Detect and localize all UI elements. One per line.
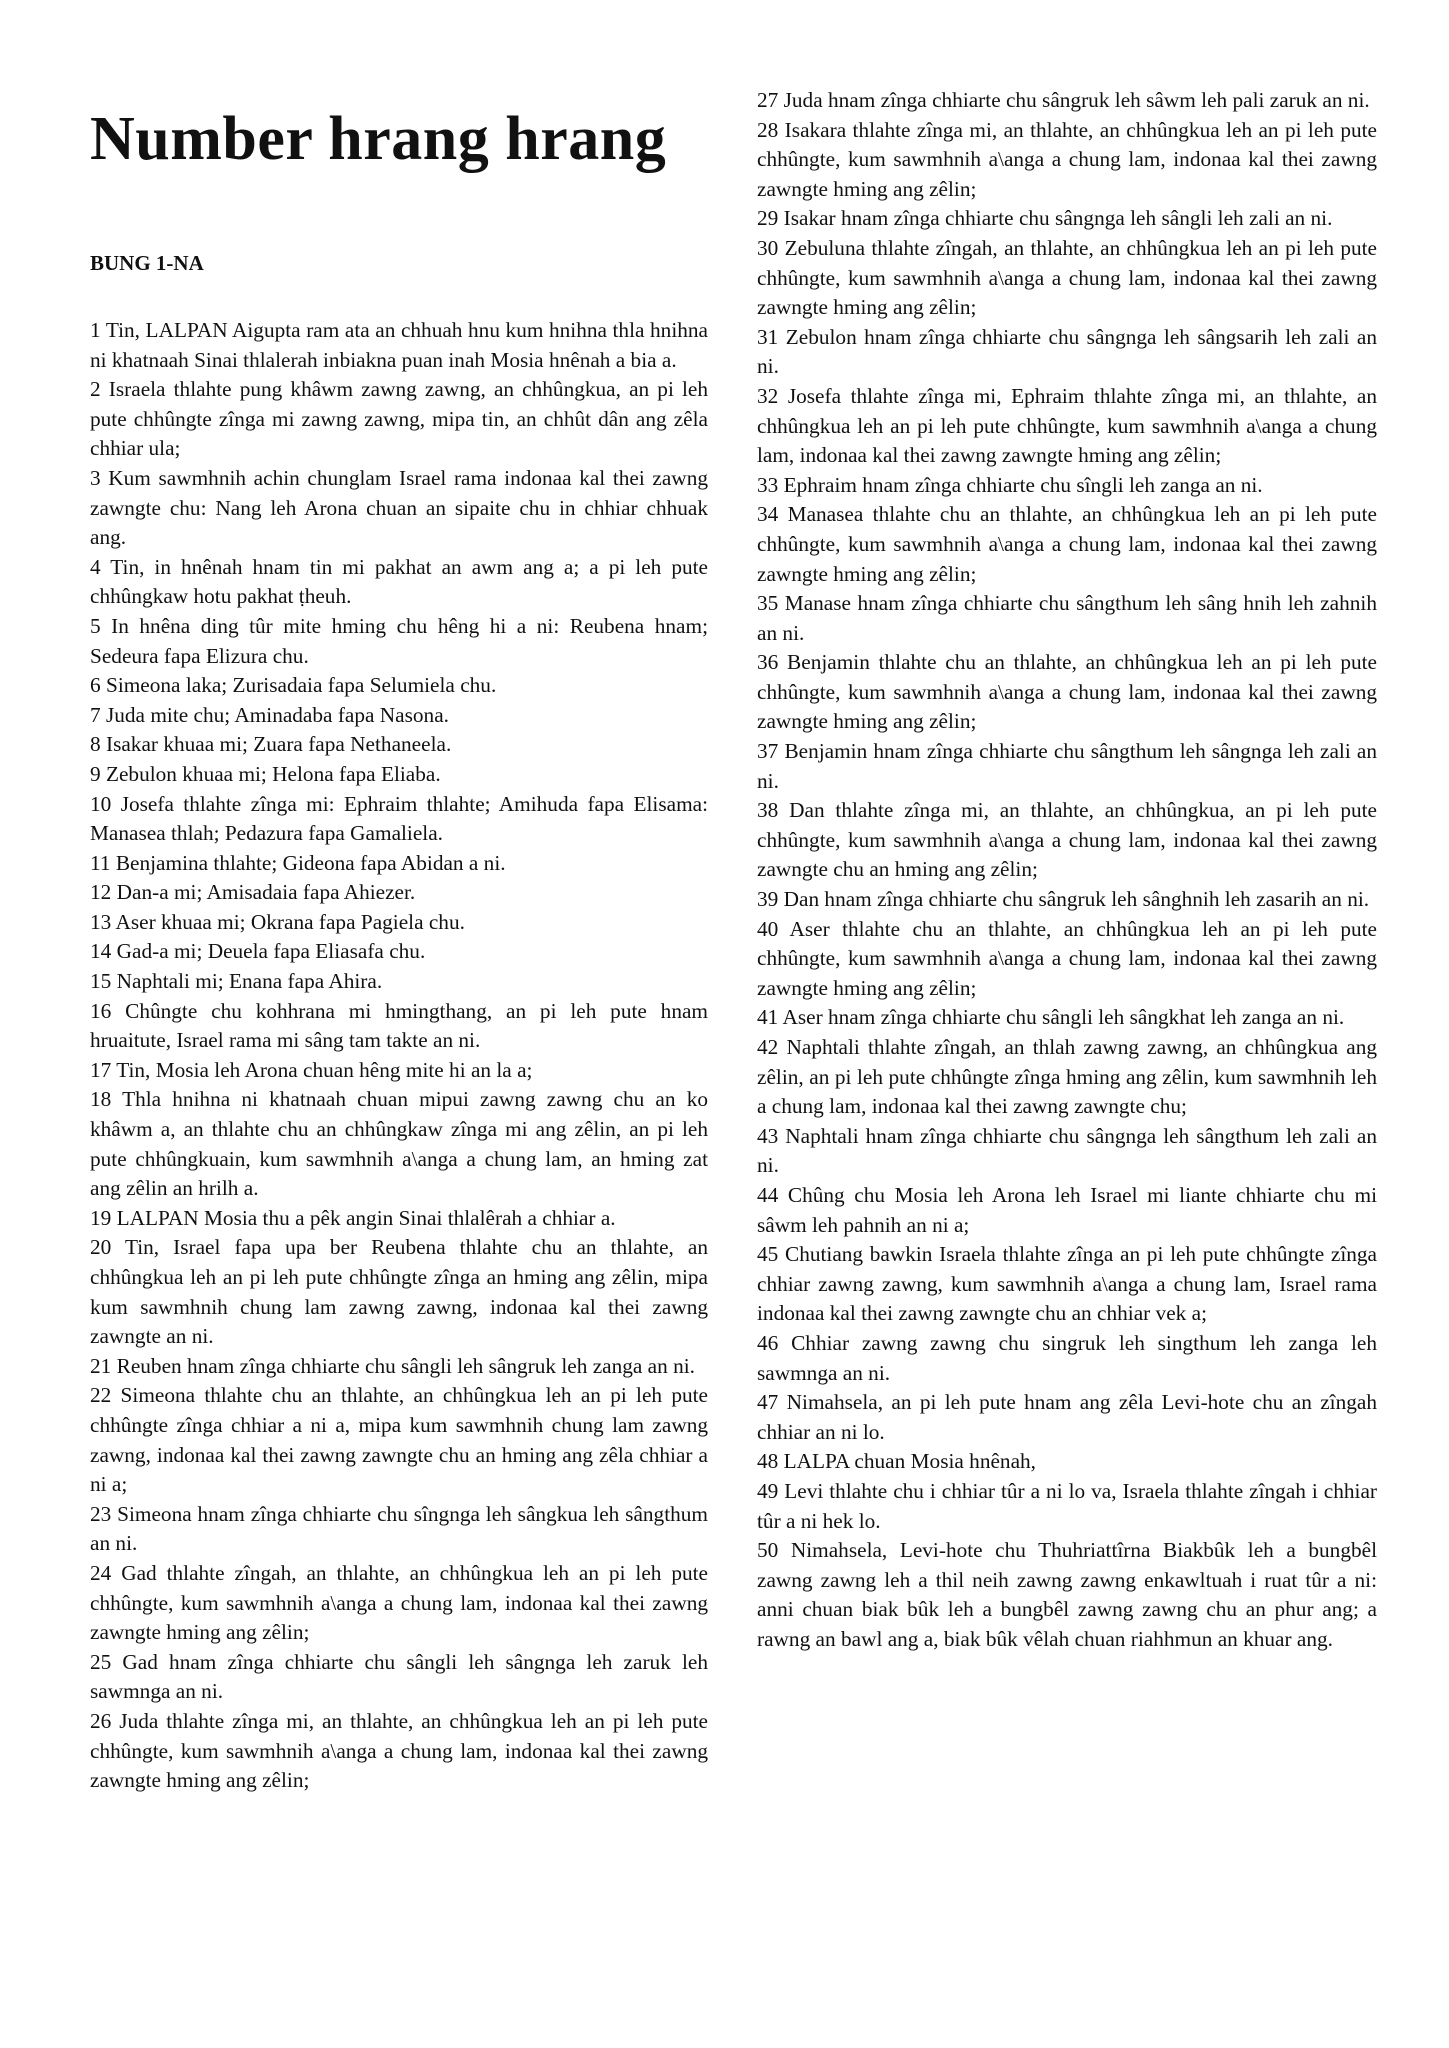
verse: 23 Simeona hnam zînga chhiarte chu sîngnga leh sângkua leh sângthum an ni. (90, 1501, 708, 1556)
chapter-heading: BUNG 1-NA (90, 251, 204, 275)
verse: 22 Simeona thlahte chu an thlahte, an chhûngkua leh an pi leh pute chhûngte zînga chhiar a ni a, mipa kum sawmhnih chung lam zawng zawng, indonaa kal thei zawng zawngte chu an hming ang zêla chhiar a ni a; (90, 1383, 708, 1497)
verse: 35 Manase hnam zînga chhiarte chu sângthum leh sâng hnih leh zahnih an ni. (757, 591, 1377, 645)
verse: 48 LALPA chuan Mosia hnênah, (757, 1449, 1037, 1474)
verse: 45 Chutiang bawkin Israela thlahte zînga an pi leh pute chhûngte zînga chhiar zawng zawng, kum sawmhnih a\anga a chung lam, Israel rama indonaa kal thei zawng zawngte chu an chhiar vek a; (757, 1242, 1377, 1326)
verse: 18 Thla hnihna ni khatnaah chuan mipui zawng zawng chu an ko khâwm a, an thlahte chu an chhûngkaw zînga mi ang zêlin, an pi leh pute chhûngkuain, kum sawmhnih a\anga a chung lam, an hming zat ang zêlin an hrilh a. (90, 1087, 708, 1201)
verse: 11 Benjamina thlahte; Gideona fapa Abidan a ni. (90, 850, 506, 875)
right-column (757, 86, 1377, 1654)
verse-list-right (757, 86, 1377, 1654)
verse: 2 Israela thlahte pung khâwm zawng zawng, an chhûngkua, an pi leh pute chhûngte zînga mi zawng zawng, mipa tin, an chhût dân ang zêla chhiar ula; (90, 377, 708, 461)
verse: 41 Aser hnam zînga chhiarte chu sângli leh sângkhat leh zanga an ni. (757, 1005, 1345, 1030)
verse: 14 Gad-a mi; Deuela fapa Eliasafa chu. (90, 939, 426, 964)
verse: 5 In hnêna ding tûr mite hming chu hêng hi a ni: Reubena hnam; Sedeura fapa Elizura chu. (90, 613, 708, 668)
verse: 32 Josefa thlahte zînga mi, Ephraim thlahte zînga mi, an thlahte, an chhûngkua leh an pi leh pute chhûngte, kum sawmhnih a\anga a chung lam, indonaa kal thei zawng zawngte hming ang zêlin; (757, 383, 1377, 468)
verse: 13 Aser khuaa mi; Okrana fapa Pagiela chu. (90, 909, 465, 934)
verse: 15 Naphtali mi; Enana fapa Ahira. (90, 969, 383, 994)
verse: 47 Nimahsela, an pi leh pute hnam ang zêla Levi-hote chu an zîngah chhiar an ni lo. (757, 1390, 1377, 1444)
verse: 33 Ephraim hnam zînga chhiarte chu sîngli leh zanga an ni. (757, 472, 1263, 497)
verse: 20 Tin, Israel fapa upa ber Reubena thlahte chu an thlahte, an chhûngkua leh an pi leh pute chhûngte zînga an hming ang zêlin, mipa kum sawmhnih chung lam zawng zawng, indonaa kal thei zawng zawngte an ni. (90, 1235, 708, 1349)
verse: 30 Zebuluna thlahte zîngah, an thlahte, an chhûngkua leh an pi leh pute chhûngte, kum sawmhnih a\anga a chung lam, indonaa kal thei zawng zawngte hming ang zêlin; (757, 235, 1377, 320)
verse: 49 Levi thlahte chu i chhiar tûr a ni lo va, Israela thlahte zîngah i chhiar tûr a ni hek lo. (757, 1478, 1377, 1533)
verse: 50 Nimahsela, Levi-hote chu Thuhriattîrna Biakbûk leh a bungbêl zawng zawng leh a thil neih zawng zawng enkawltuah i ruat tûr a ni: anni chuan biak bûk leh a bungbêl zawng zawng chu an phur ang; a rawng an bawl ang a, biak bûk vêlah chuan riahhmun an khuar ang. (757, 1538, 1377, 1651)
verse: 17 Tin, Mosia leh Arona chuan hêng mite hi an la a; (90, 1057, 533, 1082)
verse: 26 Juda thlahte zînga mi, an thlahte, an chhûngkua leh an pi leh pute chhûngte, kum sawmhnih a\anga a chung lam, indonaa kal thei zawng zawngte hming ang zêlin; (90, 1708, 708, 1793)
verse: 7 Juda mite chu; Aminadaba fapa Nasona. (90, 702, 449, 727)
verse: 4 Tin, in hnênah hnam tin mi pakhat an awm ang a; a pi leh pute chhûngkaw hotu pakhat ṭheuh. (90, 554, 708, 609)
verse: 19 LALPAN Mosia thu a pêk angin Sinai thlalêrah a chhiar a. (90, 1205, 616, 1230)
verse: 16 Chûngte chu kohhrana mi hmingthang, an pi leh pute hnam hruaitute, Israel rama mi sâng tam takte an ni. (90, 998, 708, 1053)
verse: 39 Dan hnam zînga chhiarte chu sângruk leh sânghnih leh zasarih an ni. (757, 887, 1370, 912)
verse: 9 Zebulon khuaa mi; Helona fapa Eliaba. (90, 761, 441, 786)
verse: 46 Chhiar zawng zawng chu singruk leh singthum leh zanga leh sawmnga an ni. (757, 1330, 1377, 1385)
verse: 44 Chûng chu Mosia leh Arona leh Israel mi liante chhiarte chu mi sâwm leh pahnih an ni a; (757, 1182, 1377, 1237)
verse: 6 Simeona laka; Zurisadaia fapa Selumiela chu. (90, 673, 497, 698)
verse: 28 Isakara thlahte zînga mi, an thlahte, an chhûngkua leh an pi leh pute chhûngte, kum sawmhnih a\anga a chung lam, indonaa kal thei zawng zawngte hming ang zêlin; (757, 117, 1377, 201)
verse: 43 Naphtali hnam zînga chhiarte chu sângnga leh sângthum leh zali an ni. (757, 1123, 1377, 1178)
verse: 42 Naphtali thlahte zîngah, an thlah zawng zawng, an chhûngkua ang zêlin, an pi leh pute chhûngte zînga hming ang zêlin, kum sawmhnih leh a chung lam, indonaa kal thei zawng zawngte chu; (757, 1035, 1377, 1119)
verse: 12 Dan-a mi; Amisadaia fapa Ahiezer. (90, 880, 416, 905)
verse: 10 Josefa thlahte zînga mi: Ephraim thlahte; Amihuda fapa Elisama: Manasea thlah; Pedazura fapa Gamaliela. (90, 791, 708, 846)
verse: 37 Benjamin hnam zînga chhiarte chu sângthum leh sângnga leh zali an ni. (757, 739, 1377, 793)
verse: 8 Isakar khuaa mi; Zuara fapa Nethaneela. (90, 732, 452, 757)
verse: 24 Gad thlahte zîngah, an thlahte, an chhûngkua leh an pi leh pute chhûngte, kum sawmhnih a\anga a chung lam, indonaa kal thei zawng zawngte hming ang zêlin; (90, 1560, 708, 1645)
verse: 21 Reuben hnam zînga chhiarte chu sângli leh sângruk leh zanga an ni. (90, 1353, 695, 1378)
verse-list-left (90, 316, 708, 1796)
verse: 40 Aser thlahte chu an thlahte, an chhûngkua leh an pi leh pute chhûngte, kum sawmhnih a\anga a chung lam, indonaa kal thei zawng zawngte hming ang zêlin; (757, 916, 1377, 1000)
verse: 1 Tin, LALPAN Aigupta ram ata an chhuah hnu kum hnihna thla hnihna ni khatnaah Sinai thlalerah inbiakna puan inah Mosia hnênah a bia a. (90, 318, 708, 372)
left-column (90, 0, 708, 1796)
verse: 36 Benjamin thlahte chu an thlahte, an chhûngkua leh an pi leh pute chhûngte, kum sawmhnih a\anga a chung lam, indonaa kal thei zawng zawngte hming ang zêlin; (757, 650, 1377, 734)
verse: 29 Isakar hnam zînga chhiarte chu sângnga leh sângli leh zali an ni. (757, 206, 1333, 231)
page-title: Number hrang hrang (90, 105, 667, 173)
verse: 25 Gad hnam zînga chhiarte chu sângli leh sângnga leh zaruk leh sawmnga an ni. (90, 1649, 708, 1704)
verse: 38 Dan thlahte zînga mi, an thlahte, an chhûngkua, an pi leh pute chhûngte, kum sawmhnih a\anga a chung lam, indonaa kal thei zawng zawngte chu an hming ang zêlin; (757, 798, 1377, 882)
verse: 3 Kum sawmhnih achin chunglam Israel rama indonaa kal thei zawng zawngte chu: Nang leh Arona chuan an sipaite chu in chhiar chhuak ang. (90, 465, 708, 550)
verse: 34 Manasea thlahte chu an thlahte, an chhûngkua leh an pi leh pute chhûngte, kum sawmhnih a\anga a chung lam, indonaa kal thei zawng zawngte hming ang zêlin; (757, 502, 1377, 586)
verse: 27 Juda hnam zînga chhiarte chu sângruk leh sâwm leh pali zaruk an ni. (757, 88, 1370, 112)
verse: 31 Zebulon hnam zînga chhiarte chu sângnga leh sângsarih leh zali an ni. (757, 324, 1377, 379)
